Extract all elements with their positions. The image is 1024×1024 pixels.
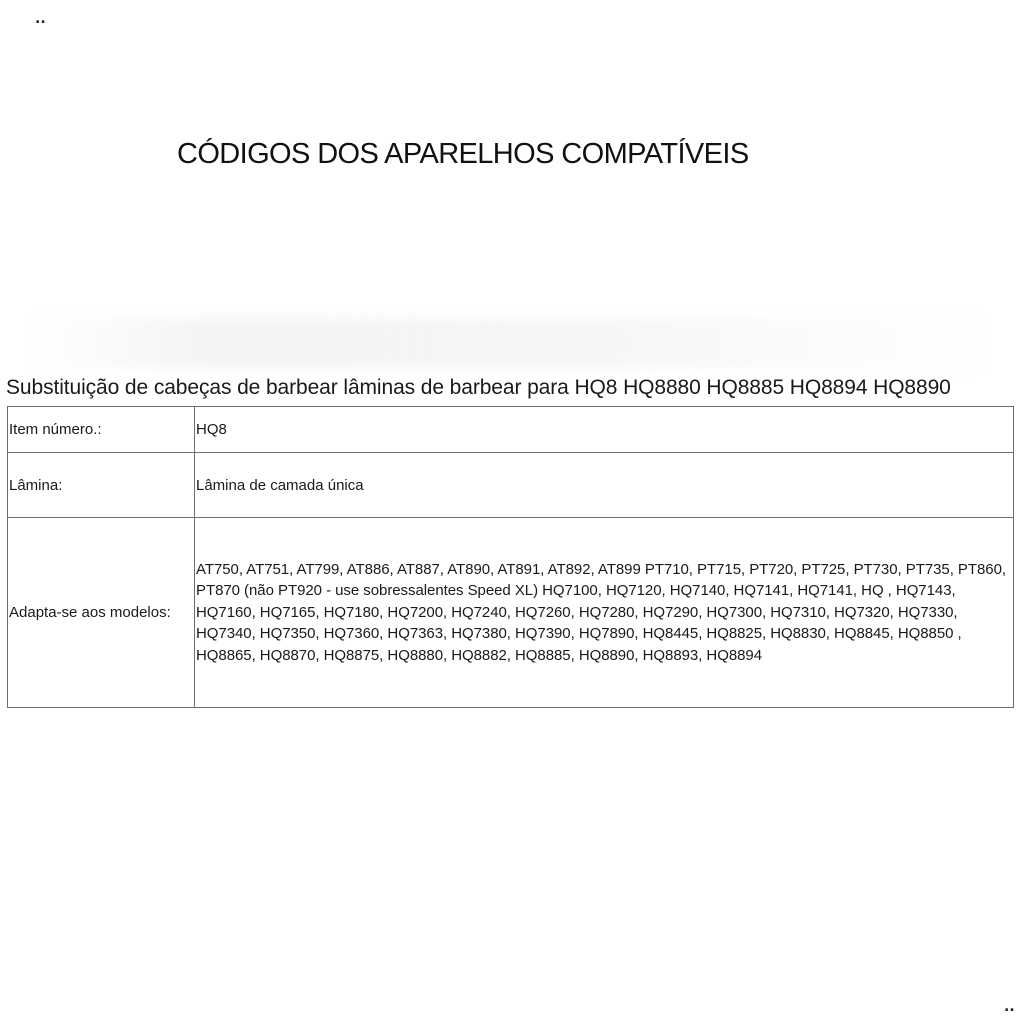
blade-label: Lâmina: — [8, 453, 195, 518]
item-number-value: HQ8 — [195, 407, 1014, 453]
spec-table — [7, 406, 1014, 708]
faded-background-text — [30, 318, 990, 368]
table-row-blade — [8, 453, 1014, 518]
item-number-label: Item número.: — [8, 407, 195, 453]
bottom-right-dots: .. — [1004, 999, 1015, 1015]
table-row-compatible-models — [8, 518, 1014, 708]
compatible-models-label: Adapta-se aos modelos: — [8, 518, 195, 708]
table-caption: Substituição de cabeças de barbear lâminas de barbear para HQ8 HQ8880 HQ8885 HQ8894 HQ8890 — [6, 376, 951, 399]
page-title: CÓDIGOS DOS APARELHOS COMPATÍVEIS — [177, 138, 749, 170]
top-left-dots: .. — [35, 11, 46, 27]
table-row-item-number — [8, 407, 1014, 453]
compatible-models-value: AT750, AT751, AT799, AT886, AT887, AT890, AT891, AT892, AT899 PT710, PT715, PT720, PT725, PT730, PT735, PT860, PT870 (não PT920 - use sobressalentes Speed XL) HQ7100, HQ7120, HQ7140, HQ7141, HQ7141, HQ , HQ7143, HQ7160, HQ7165, HQ7180, HQ7200, HQ7240, HQ7260, HQ7280, HQ7290, HQ7300, HQ7310, HQ7320, HQ7330, HQ7340, HQ7350, HQ7360, HQ7363, HQ7380, HQ7390, HQ7890, HQ8445, HQ8825, HQ8830, HQ8845, HQ8850 , HQ8865, HQ8870, HQ8875, HQ8880, HQ8882, HQ8885, HQ8890, HQ8893, HQ8894 — [195, 518, 1014, 708]
blade-value: Lâmina de camada única — [195, 453, 1014, 518]
